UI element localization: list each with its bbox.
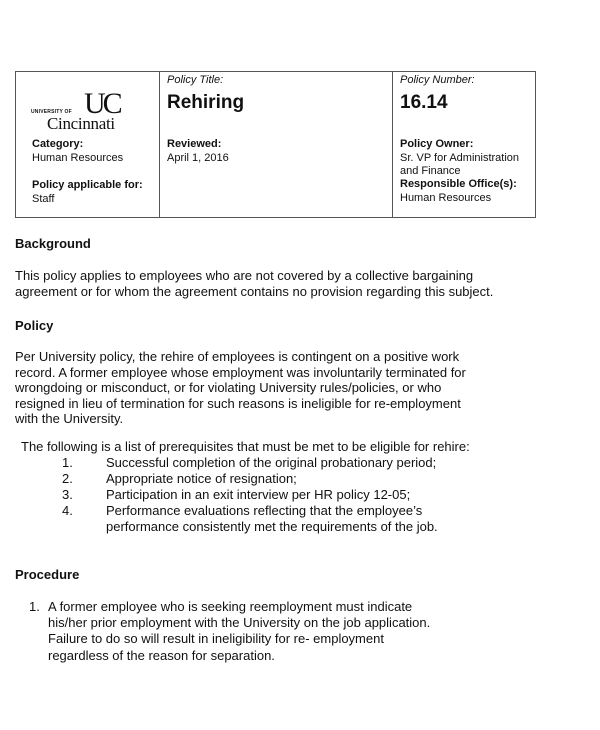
procedure-item-line: Failure to do so will result in ineligibility for re- employment [48,631,384,646]
background-paragraph [15,268,545,299]
category-value: Human Resources [32,152,124,164]
category-label: Category: [32,138,84,150]
university-logo [31,87,141,133]
list-item-number: 3. [62,487,73,502]
owner-label: Policy Owner: [400,138,474,150]
owner-value-line-2: and Finance [400,165,461,177]
policy-title-label: Policy Title: [167,74,224,86]
procedure-item-line: regardless of the reason for separation. [48,648,275,663]
policy-number-value: 16.14 [400,92,448,113]
responsible-label: Responsible Office(s): [400,178,517,190]
list-item: Participation in an exit interview per HR policy 12-05; [106,487,411,502]
list-item: Performance evaluations reflecting that the employee’s [106,503,423,518]
logo-university-of: UNIVERSITY OF [31,109,72,115]
header-column-category [16,72,160,217]
reviewed-label: Reviewed: [167,138,222,150]
header-column-number [393,72,535,217]
list-item-continuation: performance consistently met the requirements of the job. [106,519,438,534]
policy-title-value: Rehiring [167,92,245,113]
responsible-value: Human Resources [400,192,492,204]
logo-uc-mark: UC [84,87,120,120]
list-item-number: 4. [62,503,73,518]
policy-line: resigned in lieu of termination for such reasons is ineligible for re-employment [15,395,461,411]
owner-value-line-1: Sr. VP for Administration [400,152,520,164]
procedure-item-line: his/her prior employment with the University on the job application. [48,615,431,630]
background-line: agreement or for whom the agreement contains no provision regarding this subject. [15,283,494,299]
policy-header-table [15,71,536,218]
applicable-label: Policy applicable for: [32,179,143,191]
policy-line: Per University policy, the rehire of employees is contingent on a positive work [15,349,460,364]
policy-line: record. A former employee whose employment was involuntarily terminated for [15,364,466,380]
header-column-title [160,72,393,217]
background-line: This policy applies to employees who are not covered by a collective bargaining [15,268,474,283]
applicable-value: Staff [32,193,55,205]
list-item-number: 2. [62,471,73,486]
logo-cincinnati: Cincinnati [47,114,115,133]
procedure-item-number: 1. [29,599,40,614]
reviewed-value: April 1, 2016 [167,152,229,164]
policy-number-label: Policy Number: [400,74,475,86]
list-item: Successful completion of the original probationary period; [106,455,437,470]
policy-paragraph [15,349,545,427]
policy-heading: Policy [15,318,54,333]
policy-line: wrongdoing or misconduct, or for violating University rules/policies, or who [15,380,442,395]
background-heading: Background [15,236,91,251]
policy-line: with the University. [15,411,124,426]
list-item-number: 1. [62,455,73,470]
procedure-item-line: A former employee who is seeking reemployment must indicate [48,599,413,614]
procedure-heading: Procedure [15,567,80,582]
prerequisites-intro: The following is a list of prerequisites that must be met to be eligible for rehire: [21,439,470,454]
list-item: Appropriate notice of resignation; [106,471,297,486]
